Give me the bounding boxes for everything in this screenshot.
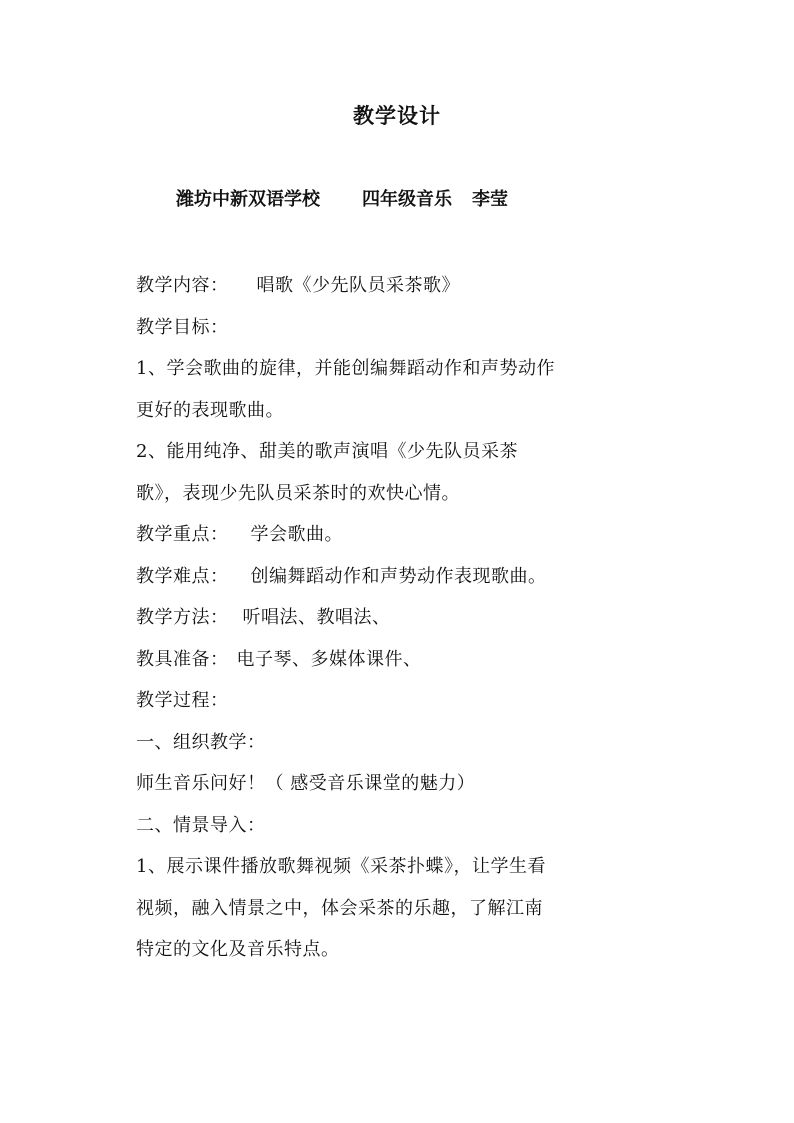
document-subtitle (176, 185, 508, 211)
teaching-key-line (136, 514, 616, 556)
teaching-content-line (136, 265, 616, 307)
goal-2-line-1: 2、能用纯净、甜美的歌声演唱《少先队员采茶 (136, 441, 518, 462)
step-2-heading: 二、情景导入： (136, 814, 266, 836)
teaching-process-label: 教学过程： (136, 690, 229, 711)
teaching-difficulty-value: 创编舞蹈动作和声势动作表现歌曲。 (250, 565, 547, 587)
teaching-key-label: 教学重点： (136, 524, 229, 545)
teaching-method-line (136, 597, 616, 639)
school-name: 潍坊中新双语学校 (176, 189, 320, 210)
teaching-tools-line (136, 639, 616, 681)
goal-2-line-2: 歌》，表现少先队员采茶时的欢快心情。 (136, 482, 460, 504)
document-title: 教学设计 (353, 103, 441, 128)
step-2-line-2: 视频，融入情景之中，体会采茶的乐趣，了解江南 (136, 897, 543, 919)
teaching-key-value: 学会歌曲。 (250, 524, 343, 545)
step-2-line-3: 特定的文化及音乐特点。 (136, 939, 340, 960)
goal-1-line-2: 更好的表现歌曲。 (136, 399, 284, 421)
teaching-method-value: 听唱法、教唱法、 (242, 607, 391, 628)
teaching-goals-label: 教学目标： (136, 316, 229, 338)
step-1-text: 师生音乐问好！（ 感受音乐课堂的魅力） (136, 773, 476, 794)
teaching-tools-value: 电子琴、多媒体课件、 (236, 648, 422, 670)
teaching-content-label: 教学内容： (136, 275, 229, 296)
teaching-tools-label: 教具准备： (136, 648, 229, 670)
document-body (136, 265, 616, 971)
goal-1-line-1: 1、学会歌曲的旋律，并能创编舞蹈动作和声势动作 (136, 358, 555, 379)
teaching-difficulty-line (136, 556, 616, 598)
teacher-name: 李莹 (472, 189, 508, 210)
teaching-method-label: 教学方法： (136, 607, 229, 628)
teaching-content-value: 唱歌《少先队员采茶歌》 (256, 275, 460, 296)
teaching-difficulty-label: 教学难点： (136, 565, 229, 587)
course-name: 四年级音乐 (362, 189, 452, 210)
step-2-line-1: 1、展示课件播放歌舞视频《采茶扑蝶》，让学生看 (136, 856, 546, 877)
step-1-heading: 一、组织教学： (136, 731, 266, 753)
